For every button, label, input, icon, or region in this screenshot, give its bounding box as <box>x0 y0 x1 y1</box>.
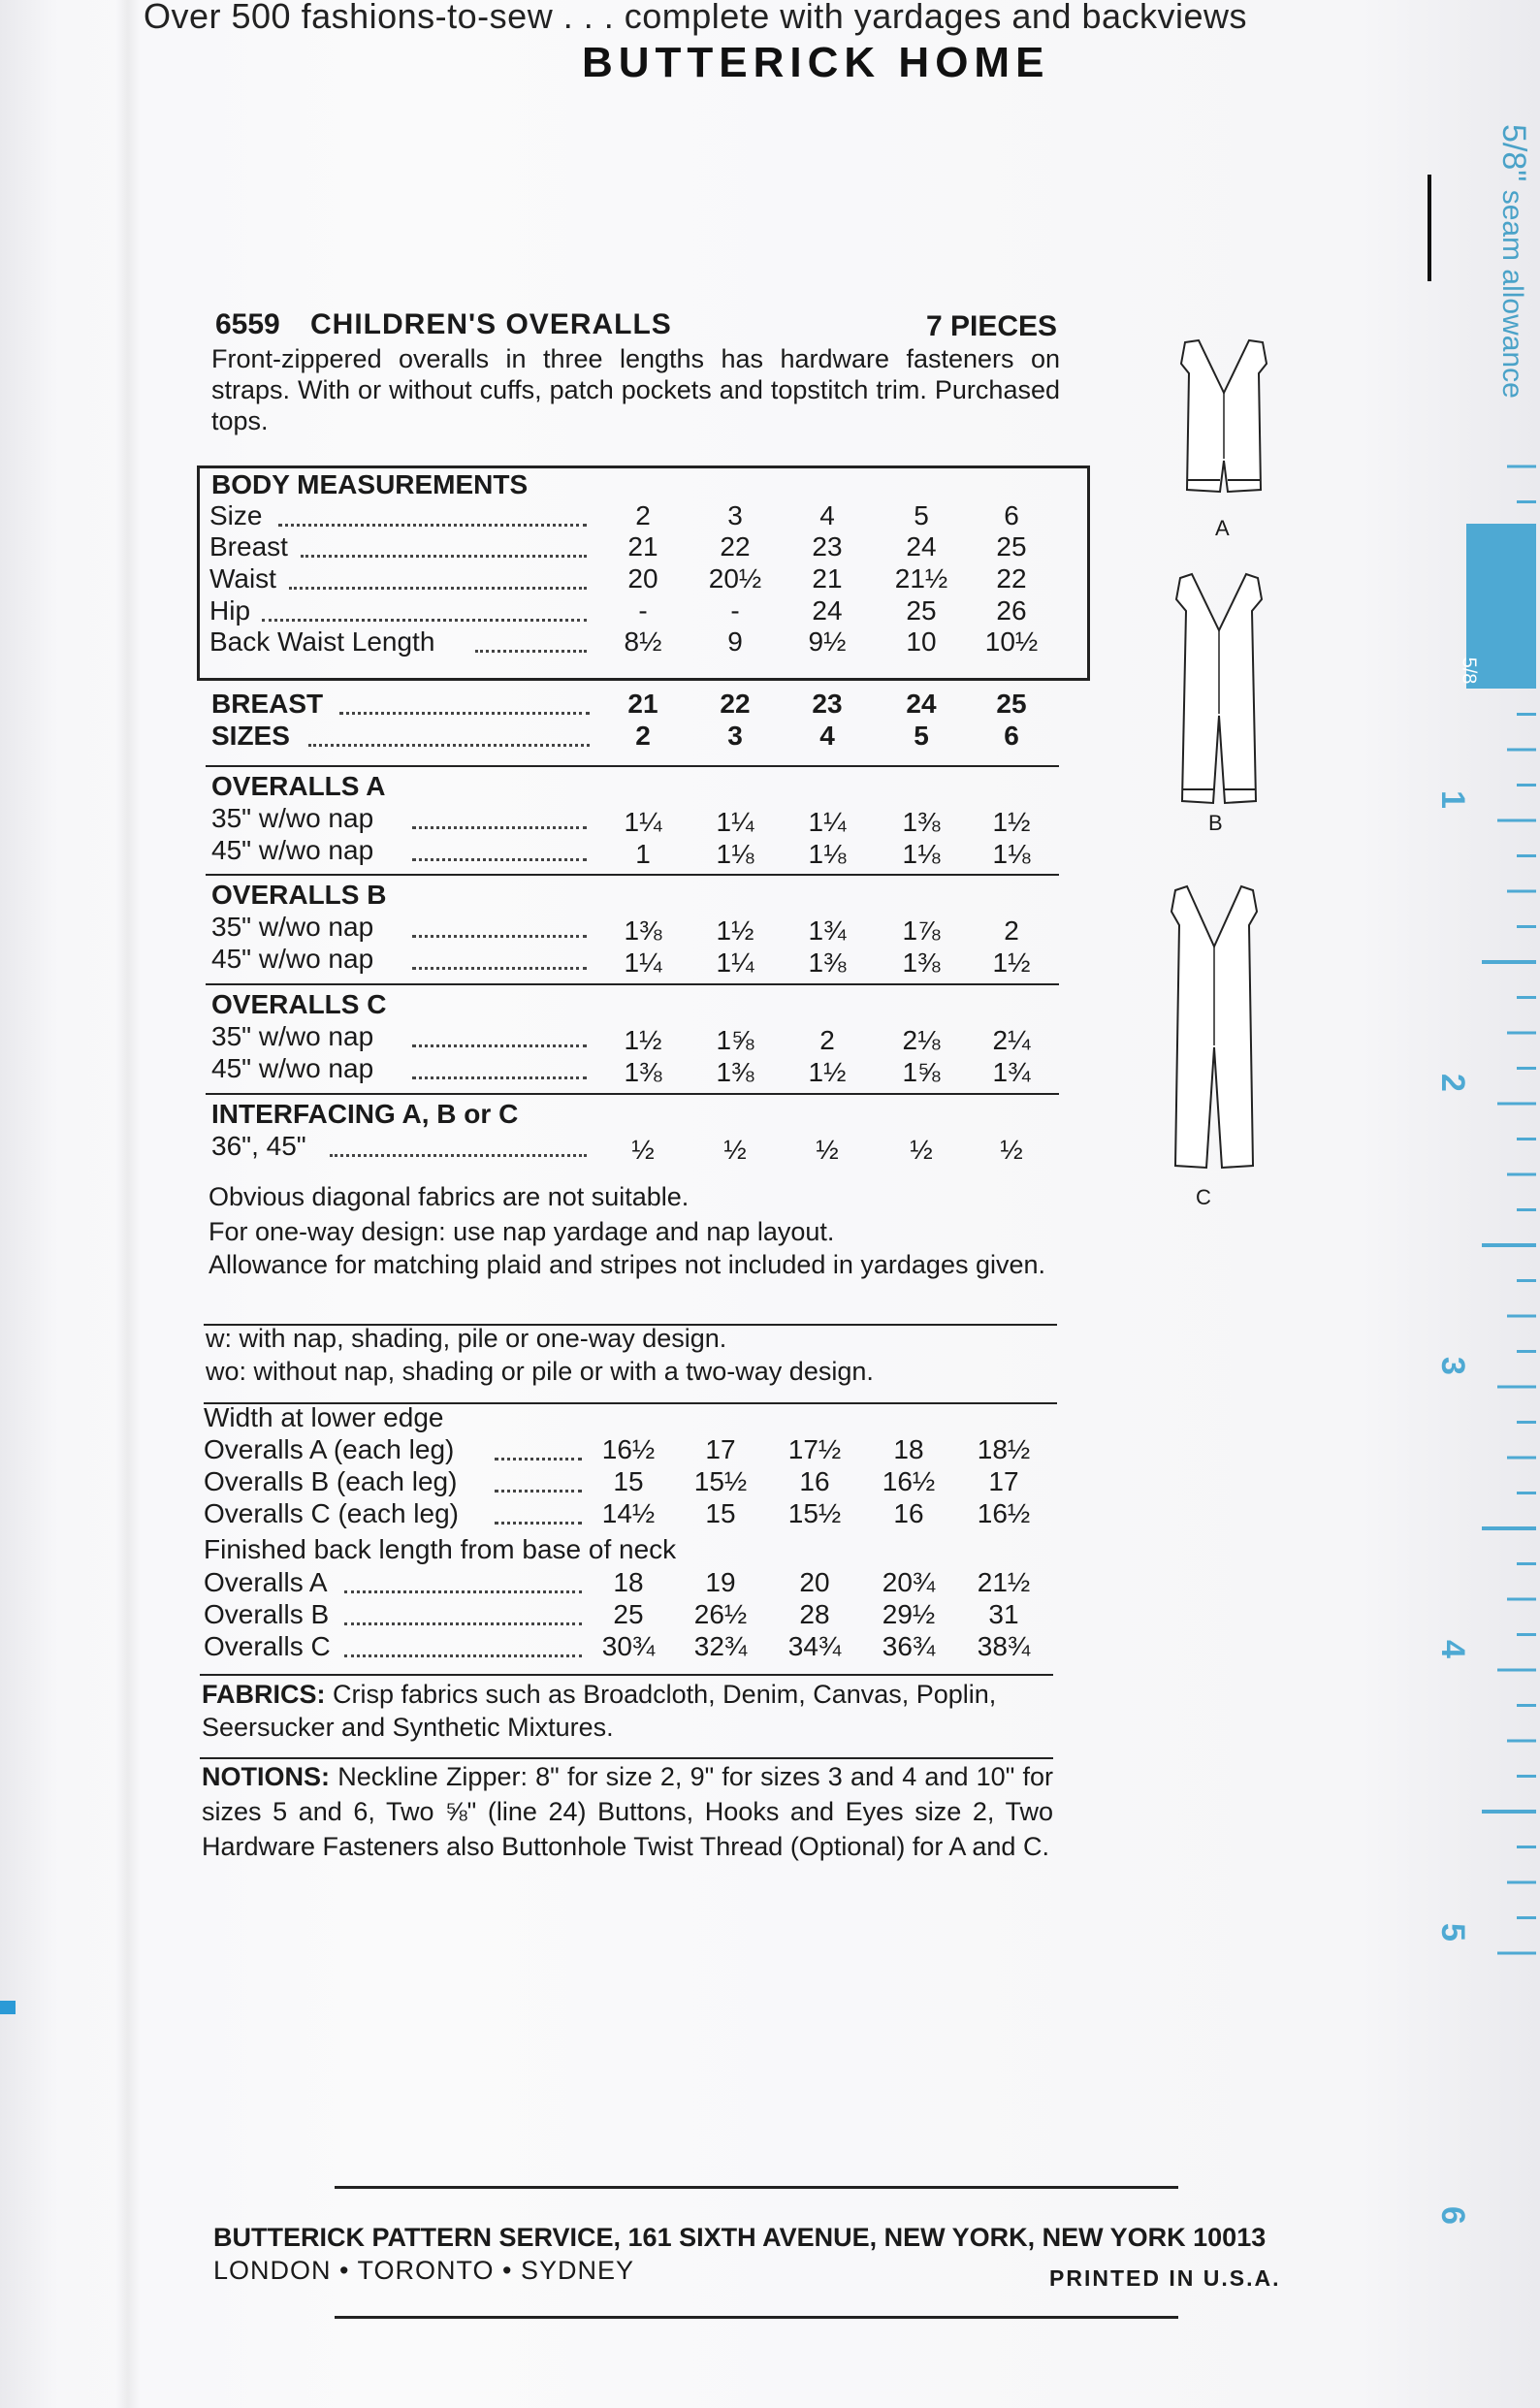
size-value: 6 <box>1004 721 1019 751</box>
legend-w: w: with nap, shading, pile or one-way design. <box>206 1324 727 1353</box>
envelope-fold <box>116 0 140 2408</box>
yardage-group-heading: OVERALLS B <box>211 880 387 910</box>
notions-label: NOTIONS: <box>202 1762 330 1791</box>
width-value: 14½ <box>601 1498 656 1528</box>
dot-leader <box>495 1490 582 1493</box>
size-value: 21 <box>812 563 843 594</box>
size-value: 21 <box>627 689 658 719</box>
sketch-overalls-b <box>1169 570 1275 813</box>
dot-leader <box>344 1654 582 1657</box>
size-value: 1½ <box>624 1025 662 1055</box>
note-one-way: For one-way design: use nap yardage and nap layout. <box>209 1217 835 1246</box>
yardage-group-heading: INTERFACING A, B or C <box>211 1099 519 1129</box>
publisher-address: BUTTERICK PATTERN SERVICE, 161 SIXTH AVENUE, NEW YORK, NEW YORK 10013 <box>213 2223 1267 2252</box>
pattern-description: Front-zippered overalls in three lengths has hardware fasteners on straps. With or without cuffs, patch pockets and topstitch trim. Purchased tops. <box>211 344 1060 435</box>
pattern-number: 6559 <box>215 308 280 340</box>
size-value: 1¼ <box>808 807 847 837</box>
size-value: 2 <box>635 500 651 530</box>
measurement-label: Back Waist Length <box>209 626 435 657</box>
width-value: 31 <box>988 1599 1019 1629</box>
top-banner: Over 500 fashions-to-sew . . . complete with yardages and backviews <box>144 0 1248 36</box>
dot-leader <box>412 967 587 970</box>
dot-leader <box>308 744 590 747</box>
dot-leader <box>412 935 587 938</box>
size-value: 1⅛ <box>902 839 941 869</box>
yardage-group-heading: OVERALLS A <box>211 771 386 801</box>
dot-leader <box>412 826 587 829</box>
size-value: 26 <box>996 595 1027 626</box>
dot-leader <box>301 555 587 558</box>
brand-title-cut <box>582 37 1049 62</box>
size-value: 1¼ <box>716 947 754 978</box>
dot-leader <box>344 1622 582 1625</box>
size-value: 1¾ <box>992 1057 1031 1087</box>
width-value: 38¾ <box>977 1631 1031 1661</box>
yardage-label: 35" w/wo nap <box>211 1021 374 1051</box>
size-value: 1⅜ <box>808 947 847 978</box>
width-value: 17 <box>705 1434 736 1464</box>
width-label: Overalls B (each leg) <box>204 1466 458 1496</box>
size-value: 23 <box>812 531 843 562</box>
size-value: 1¼ <box>624 947 662 978</box>
size-value: 25 <box>906 595 937 626</box>
body-measurements-heading: BODY MEASUREMENTS <box>211 469 529 499</box>
note-diagonal: Obvious diagonal fabrics are not suitable. <box>209 1182 690 1211</box>
measurement-label: Breast <box>209 531 288 562</box>
size-value: 1½ <box>716 915 754 946</box>
size-value: 22 <box>996 563 1027 594</box>
size-value: 20 <box>627 563 658 594</box>
size-value: 25 <box>996 531 1027 562</box>
dot-leader <box>412 858 587 861</box>
size-value: 1⅜ <box>716 1057 754 1087</box>
size-value: 1½ <box>808 1057 847 1087</box>
size-value: ½ <box>631 1135 655 1165</box>
size-value: ½ <box>723 1135 747 1165</box>
width-value: 19 <box>705 1567 736 1597</box>
publisher-cities: LONDON • TORONTO • SYDNEY <box>213 2256 634 2285</box>
width-value: 25 <box>613 1599 644 1629</box>
width-value: 15½ <box>693 1466 748 1496</box>
divider <box>206 983 1059 985</box>
dot-leader <box>289 587 587 590</box>
size-value: 25 <box>996 689 1027 719</box>
width-value: 16½ <box>882 1466 936 1496</box>
sketch-overalls-a <box>1173 335 1280 514</box>
width-value: 17½ <box>787 1434 842 1464</box>
dot-leader <box>495 1522 582 1525</box>
pattern-title: CHILDREN'S OVERALLS <box>310 308 672 340</box>
fabrics-text <box>202 1678 1055 1744</box>
width-label: Overalls C (each leg) <box>204 1498 459 1528</box>
size-value: 1¼ <box>624 807 662 837</box>
ruler-number: 2 <box>1433 1074 1471 1092</box>
size-value: 21½ <box>894 563 948 594</box>
size-value: 3 <box>727 500 743 530</box>
sketch-label-a: A <box>1215 516 1230 540</box>
size-value: 1½ <box>992 807 1031 837</box>
size-value: 1⅝ <box>716 1025 754 1055</box>
notions-text <box>202 1759 1053 1864</box>
size-value: 4 <box>819 721 835 751</box>
width-value: 32¾ <box>693 1631 748 1661</box>
size-value: 6 <box>1004 500 1019 530</box>
width-value: 28 <box>799 1599 830 1629</box>
seam-allowance-ruler <box>1449 116 1536 2330</box>
dot-leader <box>339 712 590 715</box>
sketch-label-c: C <box>1196 1185 1211 1209</box>
width-value: 18 <box>613 1567 644 1597</box>
size-value: 24 <box>906 689 937 719</box>
width-value: 26½ <box>693 1599 748 1629</box>
width-heading: Width at lower edge <box>204 1402 444 1432</box>
footer-rule <box>335 2316 1178 2319</box>
ruler-number: 6 <box>1433 2206 1471 2225</box>
size-value: 22 <box>720 531 751 562</box>
size-value: 24 <box>812 595 843 626</box>
size-value: 1½ <box>992 947 1031 978</box>
note-plaid: Allowance for matching plaid and stripes not included in yardages given. <box>209 1250 1046 1279</box>
size-value: ½ <box>1000 1135 1023 1165</box>
size-value: 2 <box>1004 915 1019 946</box>
breast-header: BREAST <box>211 689 324 719</box>
size-value: 22 <box>720 689 751 719</box>
size-value: 1⅛ <box>716 839 754 869</box>
size-value: 1⅝ <box>902 1057 941 1087</box>
dot-leader <box>330 1154 587 1157</box>
size-value: 21 <box>627 531 658 562</box>
size-value: - <box>730 595 740 626</box>
size-value: 20½ <box>708 563 762 594</box>
yardage-label: 45" w/wo nap <box>211 1053 374 1083</box>
seam-allowance-label: 5/8" seam allowance <box>1495 124 1532 399</box>
size-value: 3 <box>727 721 743 751</box>
size-value: 4 <box>819 500 835 530</box>
size-value: 10½ <box>984 626 1039 657</box>
yardage-label: 45" w/wo nap <box>211 944 374 974</box>
size-value: 1⅜ <box>902 807 941 837</box>
yardage-label: 35" w/wo nap <box>211 912 374 942</box>
footer-rule <box>335 2186 1178 2189</box>
width-label: Overalls B <box>204 1599 330 1629</box>
sketch-label-b: B <box>1208 811 1223 835</box>
size-value: 24 <box>906 531 937 562</box>
width-value: 15 <box>613 1466 644 1496</box>
pattern-pieces: 7 PIECES <box>926 310 1058 342</box>
size-value: 1⅜ <box>624 1057 662 1087</box>
width-value: 16½ <box>977 1498 1031 1528</box>
width-value: 15½ <box>787 1498 842 1528</box>
width-value: 20¾ <box>882 1567 936 1597</box>
size-value: 1 <box>635 839 651 869</box>
size-value: 2 <box>819 1025 835 1055</box>
size-value: 10 <box>906 626 937 657</box>
size-value: 1⅛ <box>808 839 847 869</box>
size-value: 1⅛ <box>992 839 1031 869</box>
yardage-label: 45" w/wo nap <box>211 835 374 865</box>
divider <box>206 1093 1059 1095</box>
size-value: 2⅛ <box>902 1025 941 1055</box>
width-value: 36¾ <box>882 1631 936 1661</box>
width-value: 17 <box>988 1466 1019 1496</box>
printed-in: PRINTED IN U.S.A. <box>1049 2265 1281 2291</box>
size-value: 23 <box>812 689 843 719</box>
dot-leader <box>262 619 587 622</box>
measurement-label: Hip <box>209 595 251 626</box>
yardage-label: 36", 45" <box>211 1131 306 1161</box>
width-label: Overalls A (each leg) <box>204 1434 455 1464</box>
size-value: 5 <box>914 721 929 751</box>
size-value: 9 <box>727 626 743 657</box>
dot-leader <box>278 524 587 527</box>
divider <box>206 874 1059 876</box>
size-value: 1¼ <box>716 807 754 837</box>
size-value: 1¾ <box>808 915 847 946</box>
ruler-number: 3 <box>1433 1357 1471 1375</box>
ruler-number: 1 <box>1433 790 1471 809</box>
measurement-label: Size <box>209 500 263 530</box>
size-value: 1⅜ <box>902 947 941 978</box>
notions-value: Neckline Zipper: 8" for size 2, 9" for sizes 3 and 4 and 10" for sizes 5 and 6, Two ⅝" (line 24) Buttons, Hooks and Eyes size 2, Two Hardware Fasteners also Buttonhole Twist Thread (Optional) for A and C. <box>202 1762 1053 1861</box>
dot-leader <box>412 1076 587 1079</box>
width-value: 18½ <box>977 1434 1031 1464</box>
blue-mark <box>0 2001 16 2014</box>
dot-leader <box>475 650 587 653</box>
width-value: 18 <box>893 1434 924 1464</box>
width-value: 34¾ <box>787 1631 842 1661</box>
width-value: 15 <box>705 1498 736 1528</box>
size-value: 2¼ <box>992 1025 1031 1055</box>
width-value: 30¾ <box>601 1631 656 1661</box>
ruler-small-fraction: 5/8 <box>1458 657 1480 685</box>
width-value: 16 <box>799 1466 830 1496</box>
ruler-number: 5 <box>1433 1923 1471 1942</box>
width-label: Overalls C <box>204 1631 331 1661</box>
width-value: 16½ <box>601 1434 656 1464</box>
size-value: 1⅞ <box>902 915 941 946</box>
size-value: 1⅜ <box>624 915 662 946</box>
fabrics-value: Crisp fabrics such as Broadcloth, Denim, Canvas, Poplin, Seersucker and Synthetic Mixtures. <box>202 1680 997 1742</box>
size-value: - <box>638 595 648 626</box>
yardage-label: 35" w/wo nap <box>211 803 374 833</box>
size-value: ½ <box>816 1135 839 1165</box>
width-value: 21½ <box>977 1567 1031 1597</box>
width-label: Overalls A <box>204 1567 328 1597</box>
finished-length-heading: Finished back length from base of neck <box>204 1534 677 1564</box>
ruler-number: 4 <box>1433 1640 1471 1658</box>
yardage-group-heading: OVERALLS C <box>211 989 387 1019</box>
dot-leader <box>495 1458 582 1461</box>
divider <box>206 765 1059 767</box>
dot-leader <box>412 1044 587 1047</box>
fabrics-label: FABRICS: <box>202 1680 326 1709</box>
size-value: 2 <box>635 721 651 751</box>
sketch-overalls-c <box>1164 883 1270 1183</box>
width-value: 16 <box>893 1498 924 1528</box>
size-value: 9½ <box>808 626 847 657</box>
edge-mark <box>1428 175 1431 281</box>
size-value: ½ <box>910 1135 933 1165</box>
measurement-label: Waist <box>209 563 276 594</box>
sizes-header: SIZES <box>211 721 290 751</box>
divider <box>200 1674 1053 1676</box>
size-value: 8½ <box>624 626 662 657</box>
dot-leader <box>344 1590 582 1593</box>
legend-wo: wo: without nap, shading or pile or with a two-way design. <box>206 1357 874 1386</box>
width-value: 29½ <box>882 1599 936 1629</box>
size-value: 5 <box>914 500 929 530</box>
width-value: 20 <box>799 1567 830 1597</box>
